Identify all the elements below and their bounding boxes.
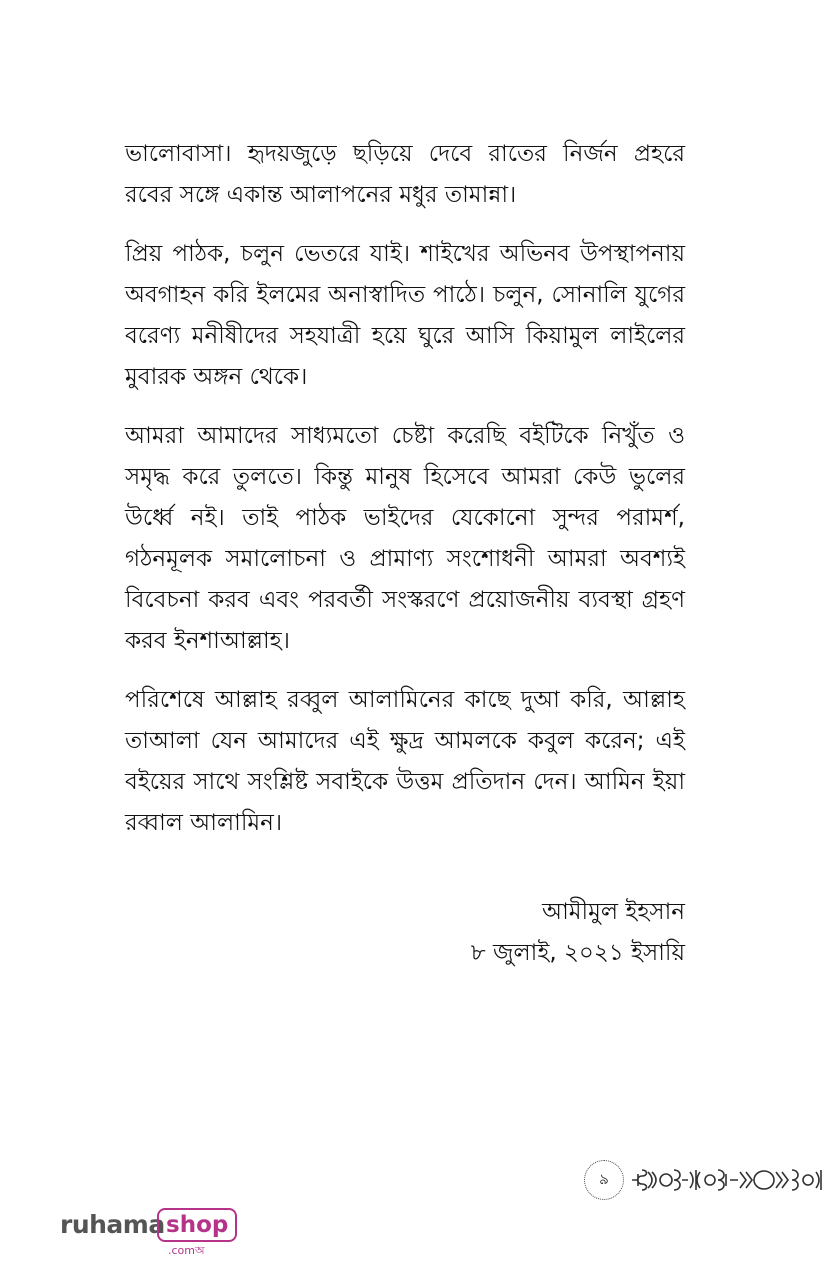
signature-block xyxy=(125,892,685,974)
decorative-border-icon xyxy=(630,1164,825,1196)
author-name: আমীমুল ইহসান xyxy=(541,899,685,925)
paragraph-3: আমরা আমাদের সাধ্যমতো চেষ্টা করেছি বইটিকে নিখুঁত ও সমৃদ্ধ করে তুলতে। কিন্তু মানুষ হিসেবে আমরা কেউ ভুলের উর্ধ্বে নই। তাই পাঠক ভাইদের যেকোনো সুন্দর পরামর্শ, গঠনমূলক সমালোচনা ও প্রামাণ্য সংশোধনী আমরা অবশ্যই বিবেচনা করব এবং পরবর্তী সংস্করণে প্রয়োজনীয় ব্যবস্থা গ্রহণ করব ইনশাআল্লাহ। xyxy=(125,423,685,654)
signature-date: ৮ জুলাই, ২০২১ ইসায়ি xyxy=(470,940,685,966)
logo-main-text: ruhama xyxy=(60,1210,165,1239)
publisher-logo xyxy=(60,1208,260,1258)
paragraph-2: প্রিয় পাঠক, চলুন ভেতরে যাই। শাইখের অভিনব উপস্থাপনায় অবগাহন করি ইলমের অনাস্বাদিত পাঠে। চলুন, সোনালি যুগের বরেণ্য মনীষীদের সহযাত্রী হয়ে ঘুরে আসি কিয়ামুল লাইলের মুবারক অঙ্গন থেকে। xyxy=(125,241,685,390)
logo-shop-text: shop xyxy=(157,1208,237,1242)
page-number: ৯ xyxy=(584,1160,624,1200)
main-text xyxy=(125,134,685,862)
paragraph-1: ভালোবাসা। হৃদয়জুড়ে ছড়িয়ে দেবে রাতের নির্জন প্রহরে রবের সঙ্গে একান্ত আলাপনের মধুর তামান্না। xyxy=(125,141,685,208)
paragraph-4: পরিশেষে আল্লাহ রব্বুল আলামিনের কাছে দুআ করি, আল্লাহ তাআলা যেন আমাদের এই ক্ষুদ্র আমলকে কবুল করেন; এই বইয়ের সাথে সংশ্লিষ্ট সবাইকে উত্তম প্রতিদান দেন। আমিন ইয়া রব্বাল আলামিন। xyxy=(125,687,685,836)
logo-suffix: .comঅ xyxy=(168,1244,205,1257)
page-footer xyxy=(584,1160,825,1200)
